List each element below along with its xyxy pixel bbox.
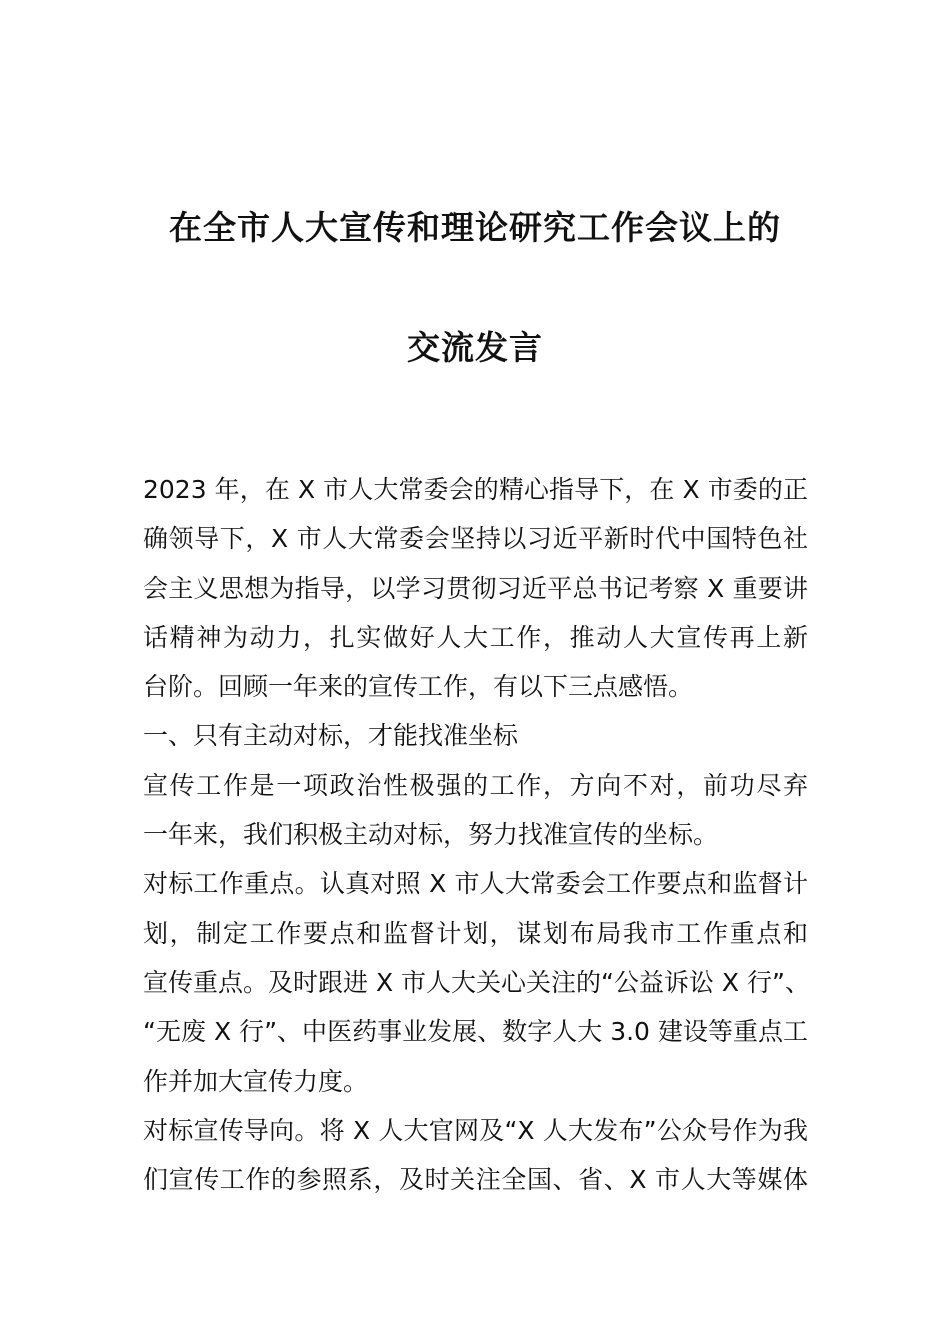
body-line: “无废 X 行”、中医药事业发展、数字人大 3.0 建设等重点工 (143, 1017, 808, 1047)
body-line: 会主义思想为指导，以学习贯彻习近平总书记考察 X 重要讲 (143, 573, 808, 603)
body-line: 对标工作重点。认真对照 X 市人大常委会工作要点和监督计 (143, 869, 808, 899)
body-line: 划，制定工作要点和监督计划，谋划布局我市工作重点和 (143, 918, 808, 948)
body-line: 作并加大宣传力度。 (143, 1066, 369, 1096)
body-line: 话精神为动力，扎实做好人大工作，推动人大宣传再上新 (143, 622, 808, 652)
body-line: 一年来，我们积极主动对标，努力找准宣传的坐标。 (143, 820, 719, 850)
body-line: 对标宣传导向。将 X 人大官网及“X 人大发布”公众号作为我 (143, 1115, 808, 1145)
document-title-line-1: 在全市人大宣传和理论研究工作会议上的 (169, 208, 781, 247)
body-line: 宣传工作是一项政治性极强的工作，方向不对，前功尽弃 (143, 770, 808, 800)
body-line: 们宣传工作的参照系，及时关注全国、省、X 市人大等媒体 (143, 1165, 808, 1195)
body-line: 确领导下，X 市人大常委会坚持以习近平新时代中国特色社 (143, 524, 808, 554)
body-line: 2023 年，在 X 市人大常委会的精心指导下，在 X 市委的正 (143, 475, 808, 504)
body-line: 台阶。回顾一年来的宣传工作，有以下三点感悟。 (143, 672, 694, 702)
body-line: 宣传重点。及时跟进 X 市人大关心关注的“公益诉讼 X 行”、 (143, 967, 810, 997)
document-body (143, 465, 808, 1204)
document-title-line-2: 交流发言 (407, 328, 543, 367)
section-heading: 一、只有主动对标，才能找准坐标 (143, 721, 519, 751)
